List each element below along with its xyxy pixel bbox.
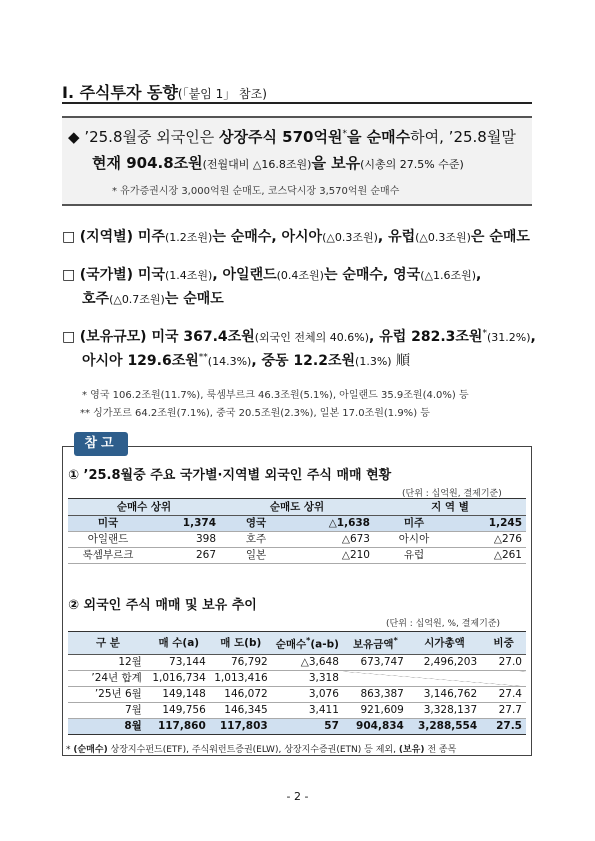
table-cell: 27.7: [481, 703, 526, 719]
table-cell: 영국: [220, 516, 292, 532]
table-cell: 921,609: [343, 703, 408, 719]
bullet-small: (△1.6조원): [420, 269, 476, 282]
table-cell: 673,747: [343, 655, 408, 671]
summary-small: (전월대비 △16.8조원): [202, 158, 312, 171]
footnote-bold: (보유): [398, 745, 425, 755]
summary-bold: 현재 904.8조원: [92, 154, 203, 172]
header-sup: *: [306, 636, 311, 646]
column-header: 매 도(b): [210, 632, 272, 655]
table-cell: 3,146,762: [408, 687, 481, 703]
checkbox-icon: □: [62, 267, 76, 283]
note-asia: ** 싱가포르 64.2조원(7.1%), 중국 20.5조원(2.3%), 일본 17.0조원(1.9%) 등: [80, 408, 430, 419]
table-cell: 3,411: [272, 703, 343, 719]
bullet-text: ,: [476, 267, 482, 283]
table-header-row: [68, 499, 526, 516]
column-header: 시가총액: [408, 632, 481, 655]
table-cell: 2,496,203: [408, 655, 481, 671]
bullet-small: (1.3%): [355, 355, 392, 368]
table-cell: 27.4: [481, 687, 526, 703]
column-header: [343, 632, 408, 655]
table-cell: 863,387: [343, 687, 408, 703]
bullet-holding-line2: [82, 350, 410, 370]
bullet-country-line2: [82, 288, 224, 308]
table-cell: 3,328,137: [408, 703, 481, 719]
bullet-text: , 유럽 282.3조원: [369, 329, 483, 345]
bullet-small: (31.2%): [486, 331, 531, 344]
header-text: (a-b): [310, 638, 339, 651]
summary-line-1: [68, 126, 516, 147]
table-cell: 149,756: [148, 703, 210, 719]
table-cell: 미국: [68, 516, 148, 532]
table-cell: 146,345: [210, 703, 272, 719]
footnote-text: 상장지수펀드(ETF), 주식워런트증권(ELW), 상장지수증권(ETN) 등 제외,: [107, 745, 399, 755]
bullet-text: 順: [391, 353, 411, 369]
table-cell: 호주: [220, 532, 292, 548]
bullet-small: (외국인 전체의 40.6%): [254, 331, 370, 344]
table-cell: 아시아: [374, 532, 454, 548]
bullet-sup: **: [198, 352, 208, 363]
column-header: 지 역 별: [374, 499, 526, 516]
note-europe: * 영국 106.2조원(11.7%), 룩셈부르크 46.3조원(5.1%), 아일랜드 35.9조원(4.0%) 등: [82, 390, 469, 401]
bullet-sup: *: [482, 328, 487, 339]
checkbox-icon: □: [62, 329, 76, 345]
column-header: 순매도 상위: [220, 499, 374, 516]
table-cell: 7월: [68, 703, 148, 719]
table2-title: ② 외국인 주식 매매 및 보유 추이: [68, 598, 257, 613]
bullet-region: [62, 226, 530, 246]
table-row: [68, 671, 526, 687]
table-cell: 1,016,734: [148, 671, 210, 687]
header-sup: *: [393, 636, 398, 646]
section-heading: [62, 80, 267, 103]
table-cell: 149,148: [148, 687, 210, 703]
table-row: [68, 516, 526, 532]
bullet-country: [62, 264, 481, 284]
table-cell: 1,013,416: [210, 671, 272, 687]
bullet-text: 미주: [133, 229, 165, 245]
table-cell: 3,076: [272, 687, 343, 703]
table-cell: 3,318: [272, 671, 343, 687]
bullet-holding: [62, 326, 536, 346]
summary-small: (시총의 27.5% 수준): [360, 158, 464, 171]
table-cell: 룩셈부르크: [68, 548, 148, 564]
table-cell: 76,792: [210, 655, 272, 671]
table-footnote: [66, 742, 456, 755]
checkbox-icon: □: [62, 229, 76, 245]
table-header-row: [68, 632, 526, 655]
page-number: - 2 -: [286, 790, 309, 803]
table-cell: 27.0: [481, 655, 526, 671]
empty-diagonal-cell: [343, 671, 526, 687]
section-ref: (「붙임 1」 참조): [177, 87, 267, 101]
summary-box: [62, 116, 532, 206]
column-header: 매 수(a): [148, 632, 210, 655]
table-cell: 3,288,554: [408, 719, 481, 735]
table-cell: △276: [454, 532, 526, 548]
table1-title: ① ’25.8월중 주요 국가별·지역별 외국인 주식 매매 현황: [68, 468, 392, 483]
bullet-small: (1.4조원): [165, 269, 213, 282]
table-cell: 73,144: [148, 655, 210, 671]
bullet-text: , 중동 12.2조원: [251, 353, 356, 369]
table-cell: 12월: [68, 655, 148, 671]
summary-bold: 을 순매수: [346, 128, 411, 146]
column-header: 구 분: [68, 632, 148, 655]
bullet-small: (14.3%): [207, 355, 252, 368]
section-title: Ⅰ. 주식투자 동향: [62, 83, 178, 102]
table-trading-by-country: [68, 498, 526, 564]
bullet-text: , 유럽: [377, 229, 416, 245]
summary-text: ’25.8월중 외국인은: [84, 128, 219, 146]
footnote-text: 전 종목: [424, 745, 457, 755]
bullet-text: 미국: [133, 267, 165, 283]
header-text: 순매수: [275, 638, 307, 651]
bullet-text: 호주: [82, 291, 110, 307]
footnote-bold: (순매수): [73, 745, 108, 755]
bullet-small: (0.4조원): [276, 269, 324, 282]
table-cell: 398: [148, 532, 220, 548]
table-cell: △261: [454, 548, 526, 564]
table1-unit: (단위 : 십억원, 결제기준): [402, 489, 502, 499]
table-cell: 117,860: [148, 719, 210, 735]
summary-sup: *: [342, 129, 347, 139]
header-text: 보유금액: [352, 638, 394, 651]
table-cell: △210: [292, 548, 374, 564]
bullet-text: 는 순매수, 영국: [323, 267, 421, 283]
summary-line-2: [92, 152, 464, 173]
diamond-bullet-icon: ◆: [68, 128, 80, 146]
table-cell: ’24년 합계: [68, 671, 148, 687]
reference-tab: 참고: [74, 432, 128, 456]
heading-divider: [62, 102, 532, 104]
table-cell: 일본: [220, 548, 292, 564]
table-cell: △673: [292, 532, 374, 548]
bullet-label: (지역별): [79, 229, 134, 245]
table-row: [68, 655, 526, 671]
bullet-small: (△0.3조원): [415, 231, 471, 244]
table-cell: 27.5: [481, 719, 526, 735]
bullet-text: 미국 367.4조원: [146, 329, 255, 345]
table-row: [68, 548, 526, 564]
column-header: [272, 632, 343, 655]
bullet-text: , 아일랜드: [212, 267, 277, 283]
table-cell: 아일랜드: [68, 532, 148, 548]
column-header: 순매수 상위: [68, 499, 220, 516]
table-cell: 117,803: [210, 719, 272, 735]
table-cell: 1,245: [454, 516, 526, 532]
bullet-text: 는 순매도: [164, 291, 224, 307]
table-cell: 1,374: [148, 516, 220, 532]
bullet-label: (국가별): [79, 267, 134, 283]
table-cell: 57: [272, 719, 343, 735]
table-cell: 유럽: [374, 548, 454, 564]
bullet-label: (보유규모): [79, 329, 147, 345]
bullet-text: 아시아 129.6조원: [82, 353, 199, 369]
bullet-small: (△0.3조원): [322, 231, 378, 244]
table-row: [68, 719, 526, 735]
summary-note: * 유가증권시장 3,000억원 순매도, 코스닥시장 3,570억원 순매수: [112, 186, 400, 197]
bullet-text: ,: [530, 329, 536, 345]
summary-text: 하여, ’25.8월말: [410, 128, 516, 146]
table2-unit: (단위 : 십억원, %, 결제기준): [386, 619, 501, 629]
summary-bold: 상장주식 570억원: [218, 128, 343, 146]
column-header: 비중: [481, 632, 526, 655]
table-row: [68, 532, 526, 548]
summary-bold: 을 보유: [311, 154, 361, 172]
bullet-text: 는 순매수, 아시아: [212, 229, 323, 245]
table-cell: △3,648: [272, 655, 343, 671]
bullet-small: (△0.7조원): [109, 293, 165, 306]
table-cell: ’25년 6월: [68, 687, 148, 703]
table-cell: 8월: [68, 719, 148, 735]
table-cell: △1,638: [292, 516, 374, 532]
table-trading-trend: [68, 631, 526, 735]
table-row: [68, 703, 526, 719]
bullet-small: (1.2조원): [165, 231, 213, 244]
table-row: [68, 687, 526, 703]
table-cell: 146,072: [210, 687, 272, 703]
table-cell: 904,834: [343, 719, 408, 735]
bullet-text: 은 순매도: [470, 229, 530, 245]
table-cell: 미주: [374, 516, 454, 532]
footnote-text: *: [66, 745, 74, 755]
table-cell: 267: [148, 548, 220, 564]
